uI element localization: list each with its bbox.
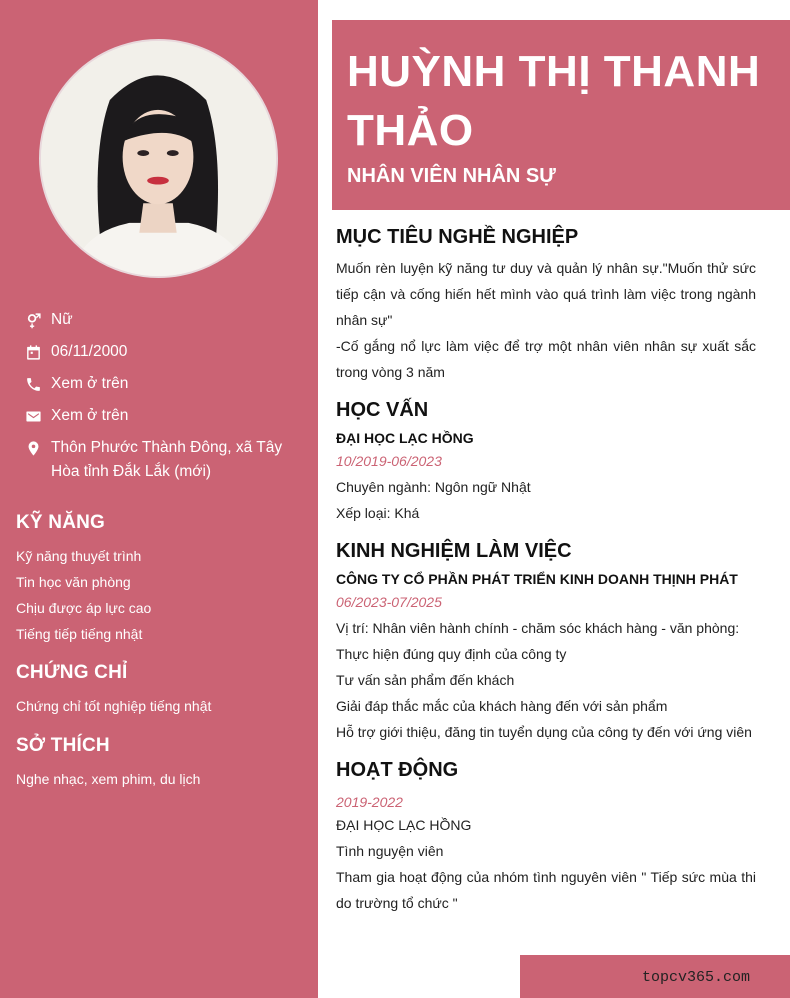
hobbies-section [16,735,306,792]
certificates-section [16,662,306,719]
activities-title: HOẠT ĐỘNG [336,759,459,781]
experience-line: Tư vấn sản phẩm đến khách [336,672,515,688]
skill-item: Kỹ năng thuyết trình [16,548,142,564]
objective-paragraph-2: -Cố gắng nổ lực làm việc để trợ một nhân viên nhân sự xuất sắc trong vòng 3 năm [336,338,756,380]
profile-photo [41,41,276,276]
activities-section [336,759,756,916]
full-name-line1: HUỲNH THỊ THANH [347,47,761,96]
skills-section [16,512,306,647]
location-pin-icon [24,436,43,460]
activity-org: ĐẠI HỌC LẠC HỒNG [336,817,472,833]
skill-item: Tin học văn phòng [16,574,131,590]
gender-icon [24,308,43,332]
hobbies-title: SỞ THÍCH [16,735,110,756]
experience-title: KINH NGHIỆM LÀM VIỆC [336,540,572,562]
mail-icon [24,404,43,428]
experience-line: Vị trí: Nhân viên hành chính - chăm sóc khách hàng - văn phòng: [336,620,740,636]
certificates-title: CHỨNG CHỈ [16,662,128,683]
skill-item: Chịu được áp lực cao [16,600,152,616]
skills-title: KỸ NĂNG [16,512,106,533]
activity-description: Tham gia hoạt động của nhóm tình nguyên viên " Tiếp sức mùa thi do trường tổ chức " [336,869,756,911]
job-title: NHÂN VIÊN NHÂN SỰ [347,165,556,187]
address-text: Thôn Phước Thành Đông, xã Tây Hòa tỉnh Đắk Lắk (mới) [51,439,283,480]
objective-section [336,226,756,385]
experience-section [336,540,756,745]
phone-icon [24,372,43,396]
education-title: HỌC VẤN [336,399,429,421]
skill-item: Tiếng tiếp tiếng nhật [16,626,143,642]
name-header [332,20,790,210]
school-name: ĐẠI HỌC LẠC HỒNG [336,430,474,446]
education-major: Chuyên ngành: Ngôn ngữ Nhật [336,479,531,495]
experience-line: Giải đáp thắc mắc của khách hàng đến với sản phẩm [336,698,668,714]
gender-text: Nữ [51,311,73,328]
education-rank: Xếp loại: Khá [336,505,420,521]
certificate-item: Chứng chỉ tốt nghiệp tiếng nhật [16,698,212,714]
experience-line: Thực hiện đúng quy định của công ty [336,646,567,662]
phone-text: Xem ở trên [51,375,129,392]
activity-role: Tình nguyện viên [336,843,444,859]
company-name: CÔNG TY CỔ PHẦN PHÁT TRIỂN KINH DOANH THỊNH PHÁT [336,571,738,587]
footer-watermark-bar [520,955,790,998]
site-watermark: topcv365.com [641,969,750,986]
birthday-text: 06/11/2000 [51,343,128,360]
experience-line: Hỗ trợ giới thiệu, đăng tin tuyển dụng của công ty đến với ứng viên [336,724,752,740]
contact-gender [24,308,294,332]
education-section [336,399,756,526]
experience-period: 06/2023-07/2025 [336,594,442,610]
objective-title: MỤC TIÊU NGHỀ NGHIỆP [336,226,579,248]
full-name-line2: THẢO [347,106,474,155]
calendar-icon [24,340,43,364]
objective-paragraph-1: Muốn rèn luyện kỹ năng tư duy và quản lý nhân sự."Muốn thử sức tiếp cận và cống hiến hết mình vào quá trình làm việc trong ngành nhân sự" [336,260,756,328]
sidebar [0,0,318,998]
contact-email [24,404,294,428]
contact-phone [24,372,294,396]
contact-address [24,436,294,484]
contact-birthday [24,340,294,364]
avatar [39,39,278,278]
activity-period: 2019-2022 [336,794,403,810]
education-period: 10/2019-06/2023 [336,453,442,469]
contact-list [24,308,294,492]
hobbies-text: Nghe nhạc, xem phim, du lịch [16,771,201,787]
email-text: Xem ở trên [51,407,129,424]
main-content [336,226,756,930]
